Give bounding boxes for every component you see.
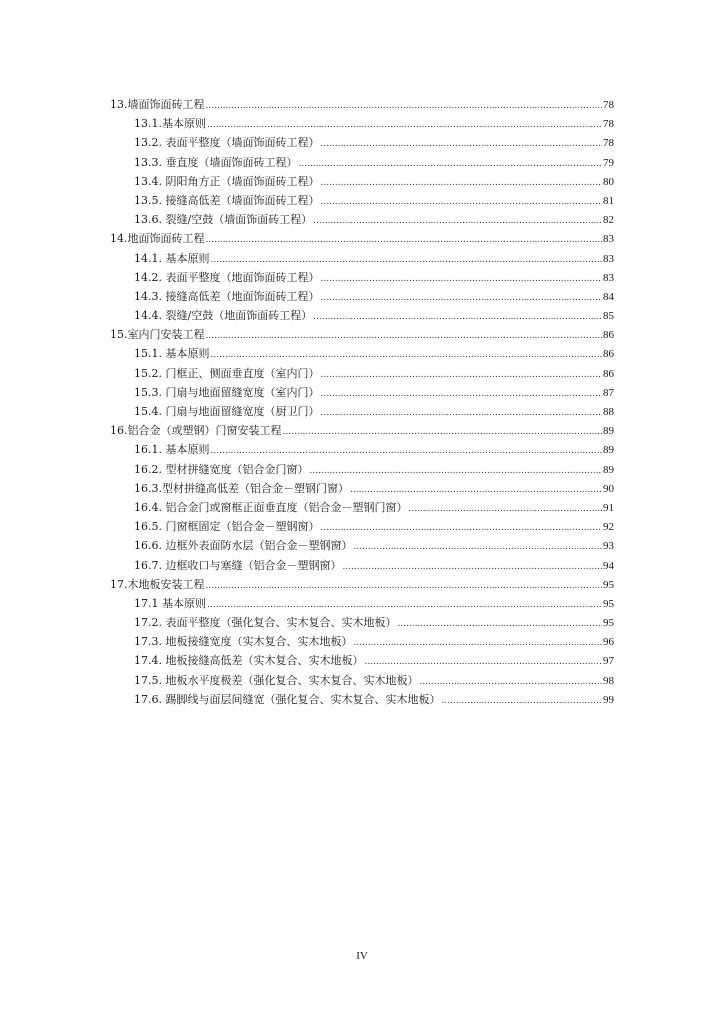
toc-section-entry[interactable]	[110, 556, 614, 575]
toc-entry-title[interactable]: 17.3. 地板接缝宽度（实木复合、实木地板）	[134, 635, 353, 649]
toc-entry-page-number: 94	[603, 559, 614, 572]
toc-entry-page-number: 89	[603, 425, 614, 438]
toc-entry-title[interactable]: 15.4. 门扇与地面留缝宽度（厨卫门）	[134, 405, 320, 418]
toc-section-entry[interactable]	[110, 671, 614, 690]
toc-dot-leader	[364, 651, 602, 672]
toc-entry-title[interactable]: 16.2. 型材拼缝宽度（铝合金门窗）	[134, 462, 309, 476]
toc-section-entry[interactable]	[110, 402, 614, 421]
toc-dot-leader	[211, 249, 603, 270]
toc-entry-title[interactable]: 14.2. 表面平整度（地面饰面砖工程）	[134, 270, 320, 284]
toc-dot-leader	[397, 613, 602, 634]
toc-entry-page-number: 96	[603, 636, 614, 649]
toc-dot-leader	[320, 191, 602, 212]
toc-section-entry[interactable]	[110, 364, 614, 383]
toc-section-entry[interactable]	[110, 114, 614, 133]
toc-dot-leader	[207, 594, 602, 615]
toc-dot-leader	[320, 268, 602, 289]
toc-chapter-entry[interactable]	[110, 575, 614, 594]
toc-dot-leader	[320, 402, 602, 423]
toc-entry-title[interactable]: 17.1 基本原则	[134, 596, 206, 610]
toc-entry-page-number: 84	[603, 290, 614, 303]
toc-dot-leader	[283, 421, 603, 442]
toc-section-entry[interactable]	[110, 651, 614, 670]
toc-entry-title[interactable]: 17.2. 表面平整度（强化复合、实木复合、实木地板）	[134, 616, 397, 630]
toc-entry-title[interactable]: 15.2. 门框正、侧面垂直度（室内门）	[134, 366, 320, 380]
toc-entry-page-number: 85	[603, 310, 614, 323]
toc-dot-leader	[206, 229, 603, 250]
toc-entry-page-number: 83	[603, 252, 614, 265]
toc-section-entry[interactable]	[110, 690, 614, 709]
toc-section-entry[interactable]	[110, 268, 614, 287]
toc-section-entry[interactable]	[110, 306, 614, 325]
toc-entry-title[interactable]: 13.墙面饰面砖工程	[110, 98, 205, 111]
toc-entry-title[interactable]: 16.6. 边框外表面防水层（铝合金－塑钢窗）	[134, 539, 353, 553]
toc-dot-leader	[206, 575, 603, 596]
toc-chapter-entry[interactable]	[110, 421, 614, 440]
toc-section-entry[interactable]	[110, 287, 614, 306]
toc-entry-title[interactable]: 14.1. 基本原则	[134, 251, 210, 265]
toc-entry-title[interactable]: 15.室内门安装工程	[110, 328, 205, 342]
toc-section-entry[interactable]	[110, 440, 614, 459]
toc-entry-page-number: 92	[603, 521, 614, 534]
toc-entry-title[interactable]: 16.7. 边框收口与塞缝（铝合金－塑钢窗）	[134, 558, 342, 572]
toc-entry-page-number: 83	[603, 271, 614, 284]
toc-entry-title[interactable]: 13.5. 接缝高低差（墙面饰面砖工程）	[134, 193, 320, 207]
toc-section-entry[interactable]	[110, 460, 614, 479]
toc-dot-leader	[342, 556, 602, 577]
toc-entry-title[interactable]: 17.5. 地板水平度极差（强化复合、实木复合、实木地板）	[134, 673, 419, 687]
table-of-contents	[110, 95, 614, 709]
toc-chapter-entry[interactable]	[110, 229, 614, 248]
toc-entry-page-number: 83	[603, 233, 614, 246]
toc-entry-page-number: 95	[603, 578, 614, 591]
toc-dot-leader	[320, 133, 602, 154]
toc-entry-title[interactable]: 13.3. 垂直度（墙面饰面砖工程）	[134, 155, 298, 169]
toc-dot-leader	[408, 498, 602, 519]
toc-entry-page-number: 91	[603, 501, 614, 514]
toc-dot-leader	[299, 153, 603, 174]
toc-entry-page-number: 86	[603, 367, 614, 380]
toc-entry-title[interactable]: 13.4. 阴阳角方正（墙面饰面砖工程）	[134, 174, 320, 188]
toc-entry-title[interactable]: 14.地面饰面砖工程	[110, 232, 205, 246]
toc-section-entry[interactable]	[110, 133, 614, 152]
toc-dot-leader	[320, 517, 602, 538]
toc-section-entry[interactable]	[110, 191, 614, 210]
toc-entry-title[interactable]: 13.1.基本原则	[134, 117, 206, 131]
toc-entry-title[interactable]: 13.2. 表面平整度（墙面饰面砖工程）	[134, 136, 320, 150]
toc-entry-page-number: 87	[603, 386, 614, 399]
toc-section-entry[interactable]	[110, 153, 614, 172]
toc-entry-page-number: 86	[603, 329, 614, 342]
toc-entry-page-number: 93	[603, 540, 614, 553]
page-number: IV	[356, 950, 368, 962]
toc-chapter-entry[interactable]	[110, 95, 614, 114]
toc-section-entry[interactable]	[110, 172, 614, 191]
toc-section-entry[interactable]	[110, 249, 614, 268]
toc-dot-leader	[320, 383, 602, 404]
toc-entry-title[interactable]: 16.5. 门窗框固定（铝合金－塑钢窗）	[134, 520, 320, 534]
toc-dot-leader	[419, 671, 602, 692]
toc-dot-leader	[320, 364, 602, 385]
toc-entry-page-number: 78	[603, 137, 614, 150]
toc-dot-leader	[206, 95, 603, 116]
toc-entry-page-number: 80	[603, 175, 614, 188]
toc-section-entry[interactable]	[110, 536, 614, 555]
toc-entry-title[interactable]: 14.3. 接缝高低差（地面饰面砖工程）	[134, 289, 320, 303]
toc-section-entry[interactable]	[110, 613, 614, 632]
toc-entry-title[interactable]: 15.1. 基本原则	[134, 347, 210, 361]
toc-entry-page-number: 89	[603, 463, 614, 476]
toc-entry-title[interactable]: 13.6. 裂缝/空鼓（墙面饰面砖工程）	[134, 213, 313, 227]
toc-section-entry[interactable]	[110, 344, 614, 363]
toc-section-entry[interactable]	[110, 632, 614, 651]
toc-entry-title[interactable]: 17.木地板安装工程	[110, 577, 205, 591]
toc-section-entry[interactable]	[110, 383, 614, 402]
toc-section-entry[interactable]	[110, 479, 614, 498]
toc-entry-page-number: 82	[603, 214, 614, 227]
toc-dot-leader	[211, 440, 603, 461]
toc-entry-page-number: 89	[603, 444, 614, 457]
toc-entry-page-number: 78	[603, 99, 614, 111]
toc-dot-leader	[320, 287, 602, 308]
toc-entry-page-number: 90	[603, 482, 614, 495]
toc-entry-title[interactable]: 14.4. 裂缝/空鼓（地面饰面砖工程）	[134, 309, 313, 323]
toc-entry-page-number: 95	[603, 617, 614, 630]
toc-dot-leader	[320, 172, 602, 193]
toc-entry-title[interactable]: 17.6. 踢脚线与面层间缝宽（强化复合、实木复合、实木地板）	[134, 692, 441, 706]
toc-section-entry[interactable]	[110, 594, 614, 613]
toc-dot-leader	[309, 460, 602, 481]
toc-chapter-entry[interactable]	[110, 325, 614, 344]
toc-dot-leader	[313, 306, 602, 327]
toc-dot-leader	[350, 479, 602, 500]
toc-dot-leader	[441, 690, 602, 711]
toc-entry-page-number: 81	[603, 194, 614, 207]
toc-entry-page-number: 78	[603, 118, 614, 131]
toc-entry-page-number: 86	[603, 348, 614, 361]
toc-dot-leader	[206, 325, 603, 346]
toc-entry-page-number: 79	[603, 156, 614, 169]
toc-dot-leader	[353, 632, 602, 653]
toc-section-entry[interactable]	[110, 517, 614, 536]
toc-entry-title[interactable]: 16.铝合金（或塑钢）门窗安装工程	[110, 424, 282, 438]
toc-dot-leader	[313, 210, 602, 231]
toc-dot-leader	[211, 344, 603, 365]
toc-dot-leader	[353, 536, 602, 557]
toc-section-entry[interactable]	[110, 210, 614, 229]
toc-entry-title[interactable]: 15.3. 门扇与地面留缝宽度（室内门）	[134, 385, 320, 399]
toc-entry-title[interactable]: 16.3.型材拼缝高低差（铝合金－塑钢门窗）	[134, 481, 349, 495]
toc-entry-page-number: 99	[603, 693, 614, 706]
toc-entry-page-number: 88	[603, 406, 614, 418]
toc-entry-title[interactable]: 16.4. 铝合金门或窗框正面垂直度（铝合金－塑钢门窗）	[134, 500, 408, 514]
toc-entry-page-number: 98	[603, 674, 614, 687]
toc-entry-title[interactable]: 16.1. 基本原则	[134, 443, 210, 457]
toc-entry-title[interactable]: 17.4. 地板接缝高低差（实木复合、实木地板）	[134, 654, 364, 668]
toc-dot-leader	[207, 114, 602, 135]
toc-entry-page-number: 95	[603, 597, 614, 610]
toc-section-entry[interactable]	[110, 498, 614, 517]
toc-entry-page-number: 97	[603, 655, 614, 668]
